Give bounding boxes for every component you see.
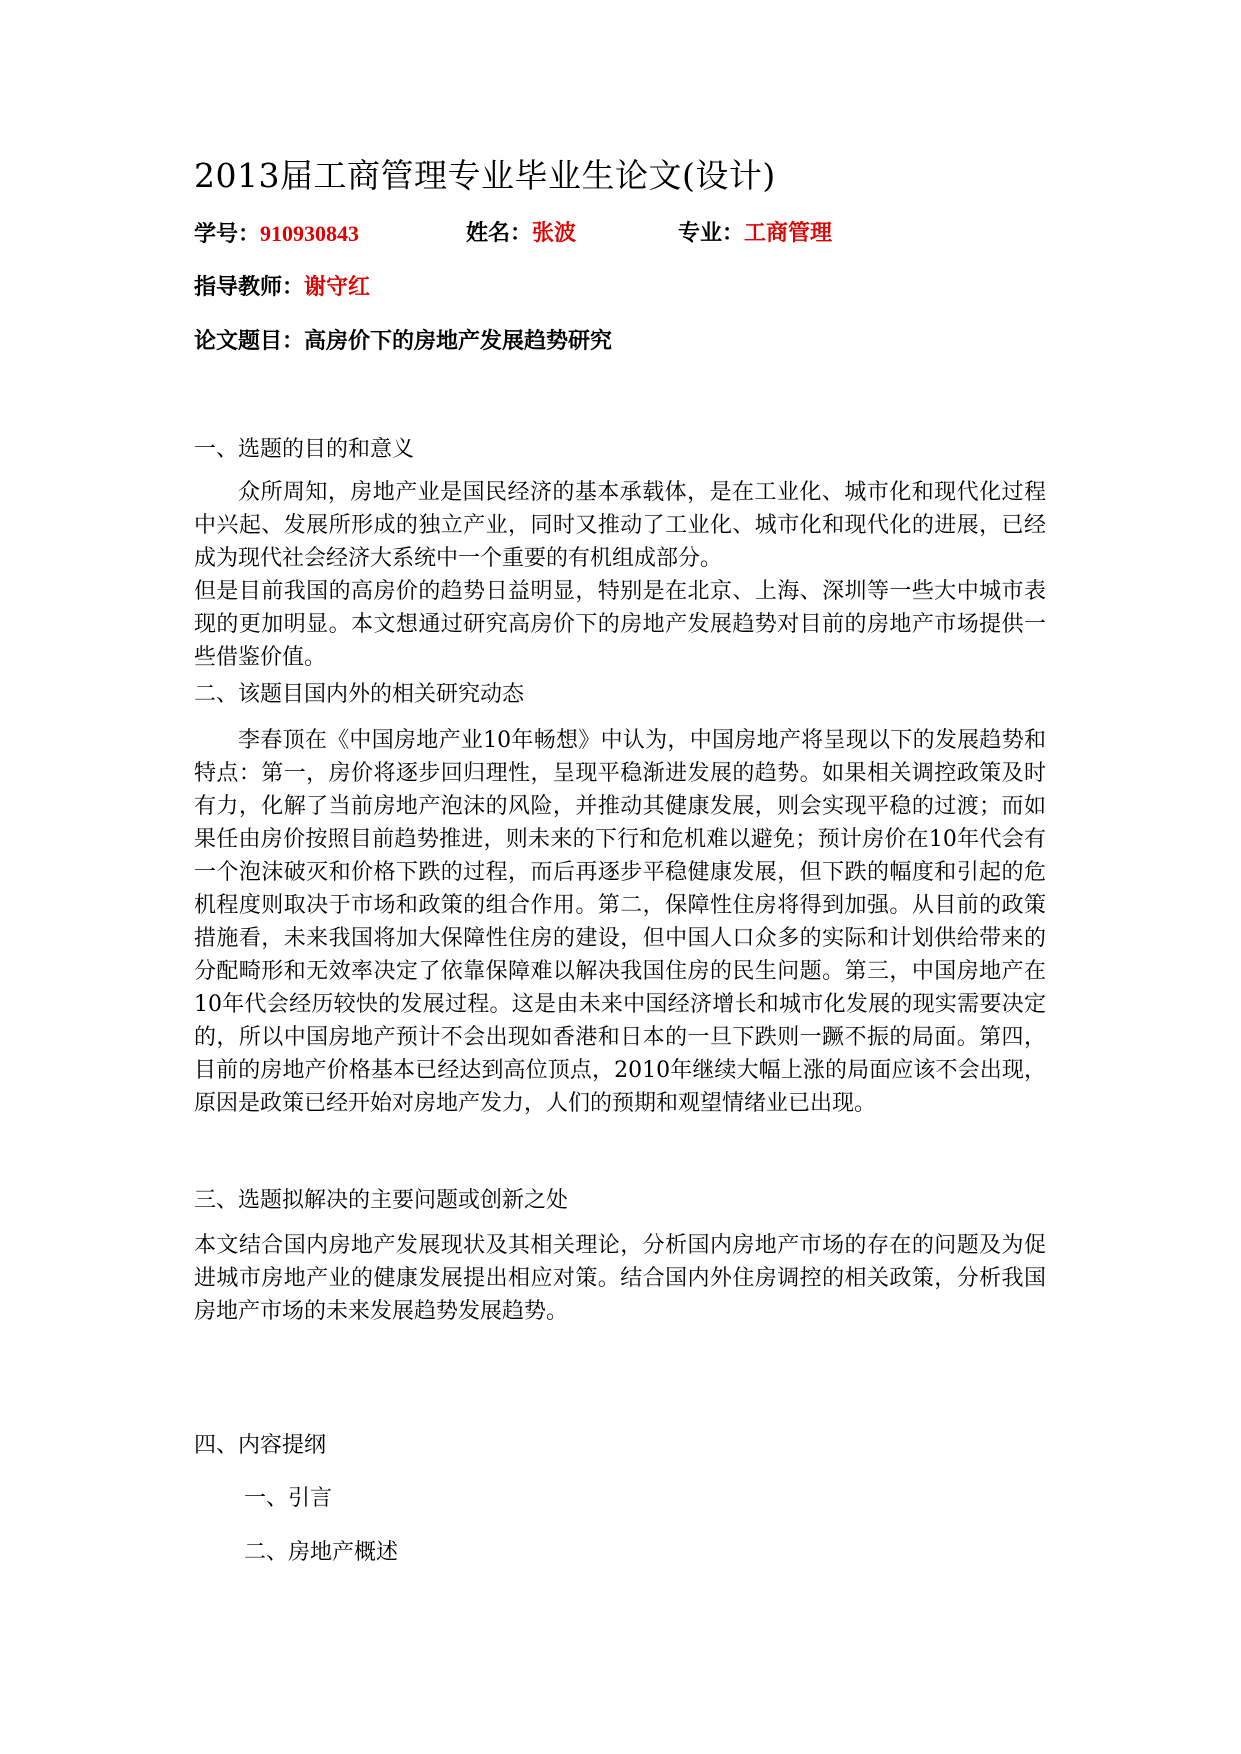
student-info-row	[194, 219, 833, 250]
section-heading-1: 一、选题的目的和意义	[194, 437, 415, 462]
advisor-label: 指导教师：	[194, 275, 305, 300]
student-id-label: 学号：	[194, 222, 261, 247]
major-field	[678, 219, 832, 249]
section-2-paragraph-1: 李春顶在《中国房地产业10年畅想》中认为，中国房地产将呈现以下的发展趋势和特点：第一，房价将逐步回归理性，呈现平稳渐进发展的趋势。如果相关调控政策及时有力，化解了当前房地产泡沫的风险，并推动其健康发展，则会实现平稳的过渡；而如果任由房价按照目前趋势推进，则未来的下行和危机难以避免；预计房价在10年代会有一个泡沫破灭和价格下跌的过程，而后再逐步平稳健康发展，但下跌的幅度和引起的危机程度则取决于市场和政策的组合作用。第二，保障性住房将得到加强。从目前的政策措施看，未来我国将加大保障性住房的建设，但中国人口众多的实际和计划供给带来的分配畸形和无效率决定了依靠保障难以解决我国住房的民生问题。第三，中国房地产在10年代会经历较快的发展过程。这是由未来中国经济增长和城市化发展的现实需要决定的，所以中国房地产预计不会出现如香港和日本的一旦下跌则一蹶不振的局面。第四，目前的房地产价格基本已经达到高位顶点，2010年继续大幅上涨的局面应该不会出现，原因是政策已经开始对房地产发力，人们的预期和观望情绪业已出现。	[194, 728, 1046, 1116]
thesis-title: 论文题目：高房价下的房地产发展趋势研究	[194, 329, 613, 354]
student-id-value: 910930843	[260, 221, 360, 246]
section-1-paragraph-1: 众所周知，房地产业是国民经济的基本承载体，是在工业化、城市化和现代化过程中兴起、发展所形成的独立产业，同时又推动了工业化、城市化和现代化的进展，已经成为现代社会经济大系统中一个重要的有机组成部分。	[194, 480, 1046, 571]
outline-item-1: 一、引言	[244, 1486, 333, 1511]
student-name-value: 张波	[532, 221, 577, 246]
section-heading-4: 四、内容提纲	[194, 1433, 327, 1458]
section-heading-2: 二、该题目国内外的相关研究动态	[194, 682, 525, 707]
document-title: 2013届工商管理专业毕业生论文(设计)	[194, 156, 776, 195]
advisor-row	[194, 273, 370, 303]
outline-item-2: 二、房地产概述	[244, 1540, 399, 1565]
major-label: 专业：	[678, 221, 745, 246]
section-1-paragraph-2: 但是目前我国的高房价的趋势日益明显，特别是在北京、上海、深圳等一些大中城市表现的更加明显。本文想通过研究高房价下的房地产发展趋势对目前的房地产市场提供一些借鉴价值。	[194, 579, 1046, 670]
major-value: 工商管理	[744, 221, 833, 246]
student-name-field	[466, 219, 576, 249]
student-name-label: 姓名：	[466, 221, 533, 246]
student-id-field	[194, 222, 359, 247]
advisor-value: 谢守红	[304, 275, 371, 300]
document-page	[194, 0, 1046, 1754]
section-heading-3: 三、选题拟解决的主要问题或创新之处	[194, 1188, 569, 1213]
section-3-paragraph-1: 本文结合国内房地产发展现状及其相关理论，分析国内房地产市场的存在的问题及为促进城市房地产业的健康发展提出相应对策。结合国内外住房调控的相关政策，分析我国房地产市场的未来发展趋势发展趋势。	[194, 1233, 1046, 1324]
